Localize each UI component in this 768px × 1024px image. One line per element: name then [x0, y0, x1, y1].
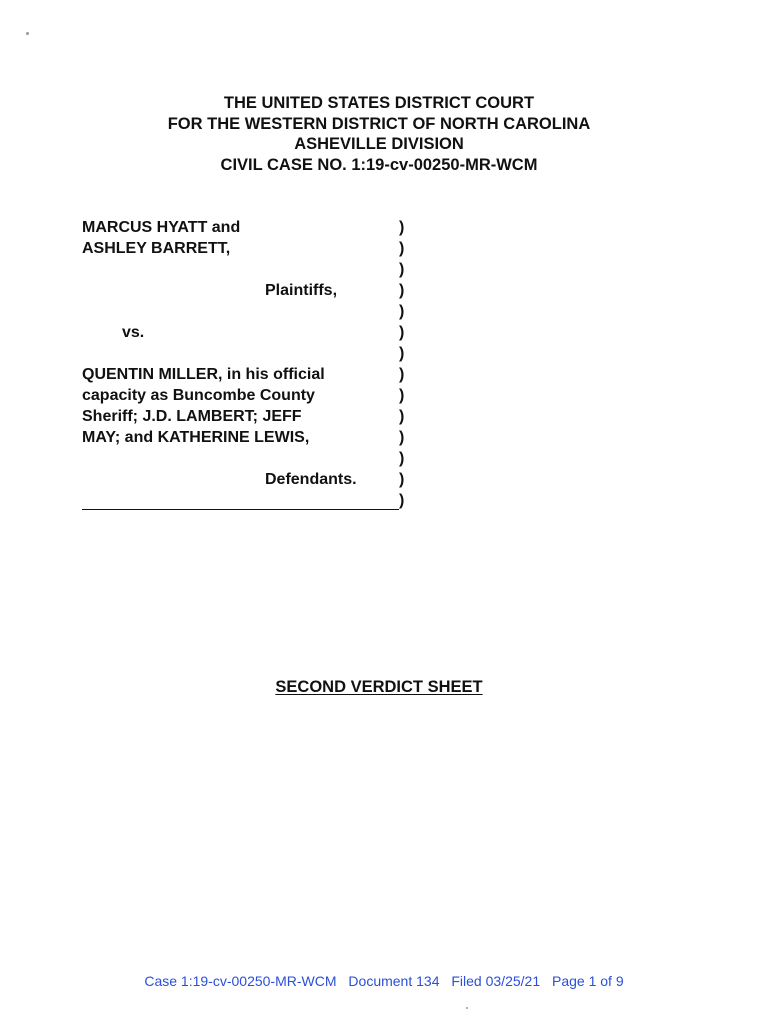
caption-paren: ) [399, 324, 405, 341]
document-title-text: SECOND VERDICT SHEET [275, 678, 483, 696]
defendant-line: MAY; and KATHERINE LEWIS, [82, 429, 310, 446]
caption-paren: ) [399, 471, 405, 488]
caption-paren: ) [399, 345, 405, 362]
caption-paren: ) [399, 240, 405, 257]
division-name: ASHEVILLE DIVISION [294, 135, 464, 153]
caption-paren: ) [399, 387, 405, 404]
scan-speck [466, 1007, 468, 1009]
caption-paren-column [399, 217, 411, 511]
defendant-line: capacity as Buncombe County [82, 387, 315, 404]
caption-paren: ) [399, 303, 405, 320]
plaintiff-line: ASHLEY BARRETT, [82, 240, 231, 257]
caption-paren: ) [399, 492, 405, 509]
defendants-label: Defendants. [265, 471, 357, 488]
versus-label: vs. [122, 324, 145, 341]
district-name: FOR THE WESTERN DISTRICT OF NORTH CAROLINA [167, 114, 591, 133]
scan-speck [26, 32, 29, 35]
document-title [0, 678, 758, 697]
case-caption [82, 217, 402, 490]
court-name: THE UNITED STATES DISTRICT COURT [223, 94, 535, 112]
caption-paren: ) [399, 366, 405, 383]
caption-paren: ) [399, 282, 405, 299]
plaintiffs-label: Plaintiffs, [265, 282, 338, 299]
caption-paren: ) [399, 408, 405, 425]
defendant-line: Sheriff; J.D. LAMBERT; JEFF [82, 408, 302, 425]
caption-underline [82, 509, 399, 510]
footer-page: Page 1 of 9 [552, 973, 624, 989]
footer-filed: Filed 03/25/21 [451, 973, 541, 989]
defendant-line: QUENTIN MILLER, in his official [82, 366, 325, 383]
court-header [0, 93, 758, 175]
caption-paren: ) [399, 219, 405, 236]
footer-case: Case 1:19-cv-00250-MR-WCM [144, 973, 337, 989]
filing-footer [0, 973, 768, 989]
caption-paren: ) [399, 429, 405, 446]
caption-paren: ) [399, 261, 405, 278]
caption-paren: ) [399, 450, 405, 467]
footer-document: Document 134 [348, 973, 440, 989]
plaintiff-line: MARCUS HYATT and [82, 219, 241, 236]
case-number: CIVIL CASE NO. 1:19-cv-00250-MR-WCM [220, 155, 538, 174]
